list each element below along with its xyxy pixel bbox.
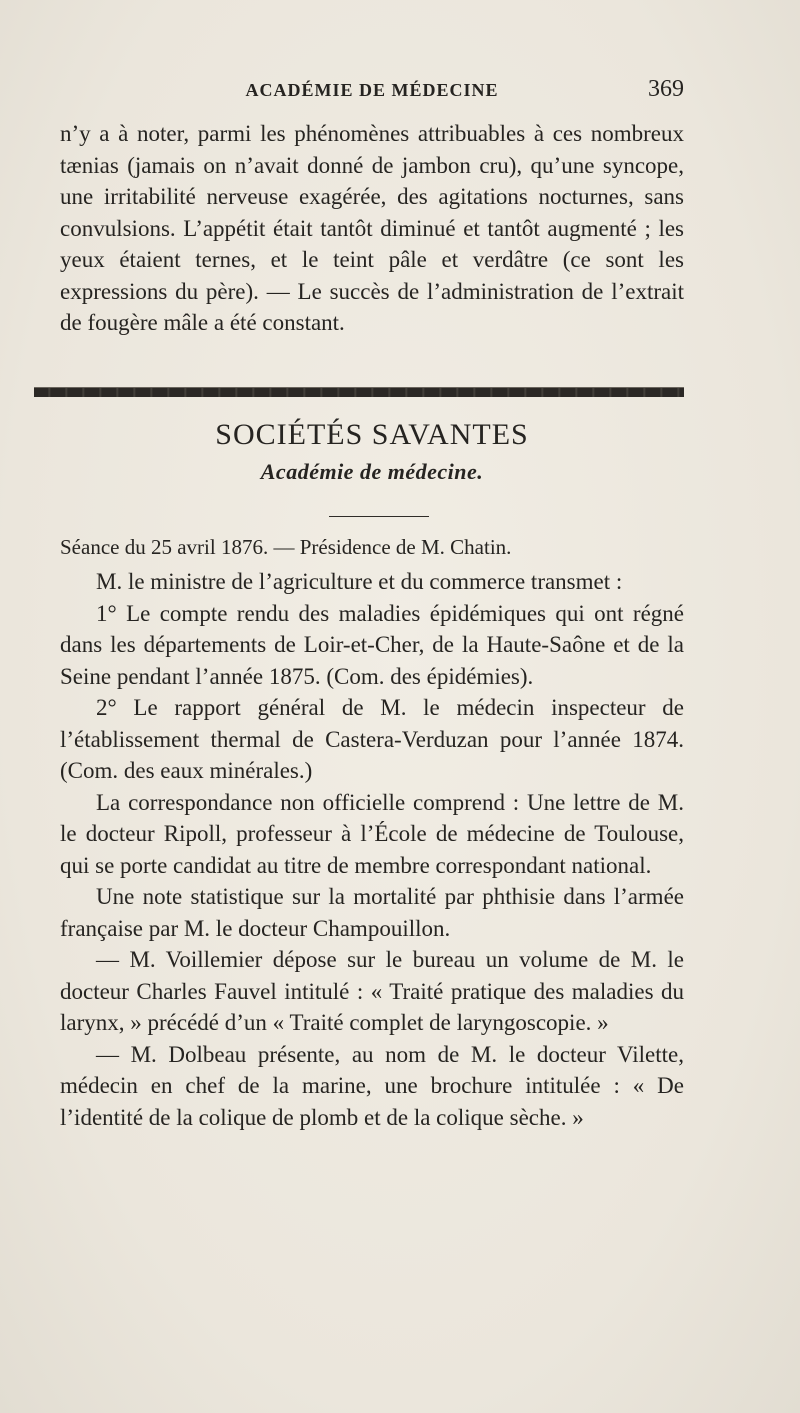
paragraph-correspondence: La correspondance non officielle comprend : Une lettre de M. le docteur Ripoll, professeur à l’École de médecine de Toulouse, qui se porte candidat au titre de membre correspondant national. (60, 789, 684, 878)
running-head: ACADÉMIE DE MÉDECINE (245, 80, 499, 100)
section-divider-rule (34, 387, 684, 397)
paragraph-item-1: 1° Le compte rendu des maladies épidémiques qui ont régné dans les départements de Loir-et-Cher, de la Haute-Saône et de la Seine pendant l’année 1875. (Com. des épidémies). (60, 600, 684, 689)
intro-paragraph: n’y a à noter, parmi les phénomènes attribuables à ces nombreux tænias (jamais on n’avait donné de jambon cru), qu’une syncope, une irritabilité nerveuse exagérée, des agitations nocturnes, sans convulsions. L’appétit était tantôt diminué et tantôt augmenté ; les yeux étaient ternes, et le teint pâle et verdâtre (ce sont les expressions du père). — Le succès de l’administration de l’extrait de fougère mâle a été constant. (60, 121, 684, 335)
paragraph-minister: M. le ministre de l’agriculture et du commerce transmet : (96, 569, 623, 594)
proceedings-text-block (60, 566, 684, 1133)
seance-line: Séance du 25 avril 1876. — Présidence de M. Chatin. (60, 535, 512, 559)
section-title: SOCIÉTÉS SAVANTES (215, 418, 529, 451)
paragraph-statistics-note: Une note statistique sur la mortalité par phthisie dans l’armée française par M. le docteur Champouillon. (60, 884, 684, 941)
page-number: 369 (648, 76, 684, 102)
paragraph-voillemier: — M. Voillemier dépose sur le bureau un volume de M. le docteur Charles Fauvel intitulé : « Traité pratique des maladies du larynx, » précédé d’un « Traité complet de laryngoscopie. » (60, 947, 684, 1035)
page-header (60, 76, 684, 110)
subsection-title: Académie de médecine. (260, 459, 484, 484)
paragraph-dolbeau: — M. Dolbeau présente, au nom de M. le docteur Vilette, médecin en chef de la marine, une brochure intitulée : « De l’identité de la colique de plomb et de la colique sèche. » (60, 1041, 684, 1130)
intro-text-block (60, 118, 684, 339)
paragraph-item-2: 2° Le rapport général de M. le médecin inspecteur de l’établissement thermal de Castera-Verduzan pour l’année 1874. (Com. des eaux minérales.) (60, 695, 684, 783)
short-divider-rule (329, 516, 429, 517)
